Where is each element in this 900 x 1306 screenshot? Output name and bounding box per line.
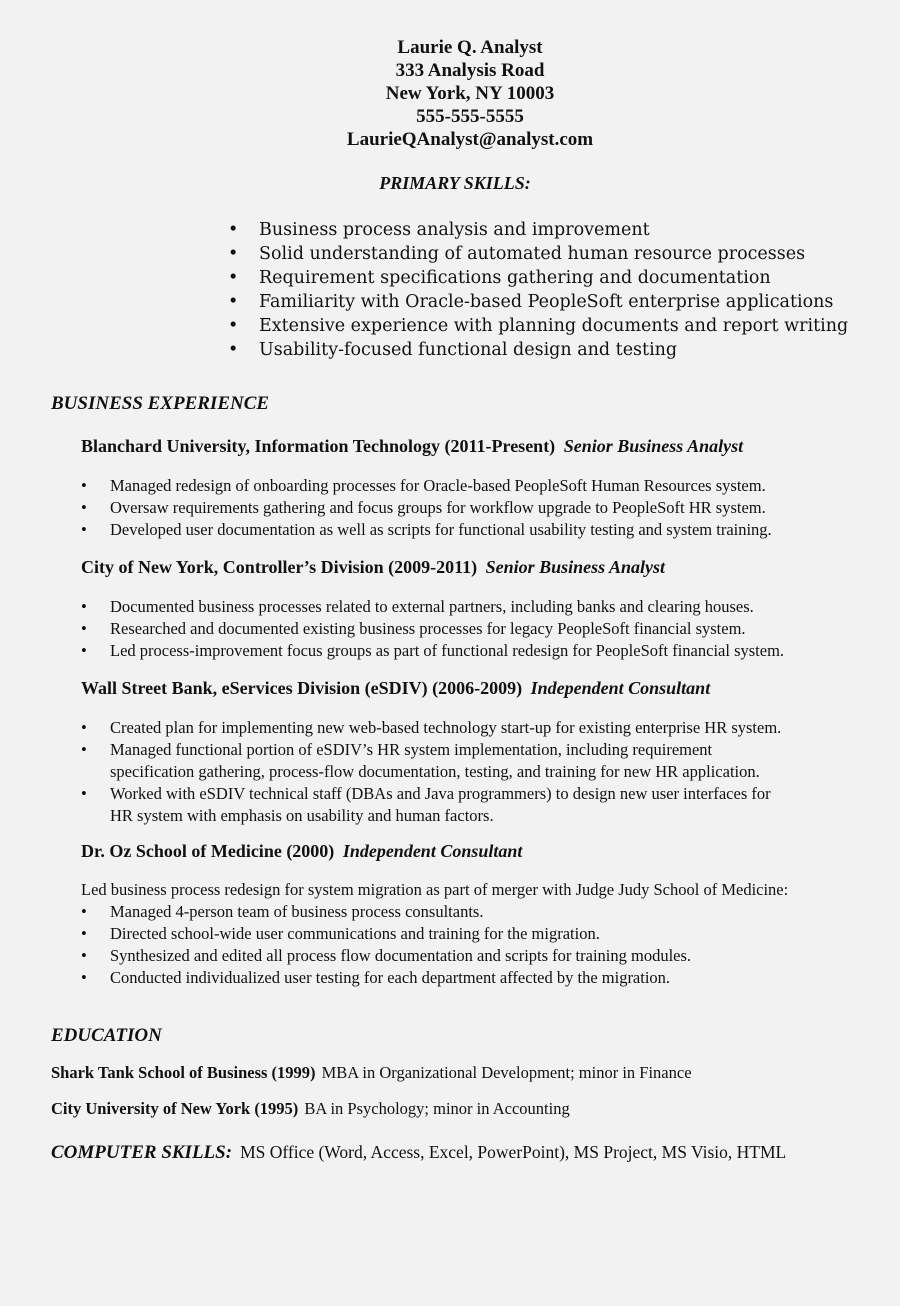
- name: Laurie Q. Analyst: [397, 37, 543, 58]
- list-item: • Created plan for implementing new web-based technology start-up for existing enterprise HR system.: [81, 717, 781, 739]
- list-item: • Business process analysis and improvement: [228, 218, 848, 242]
- list-item: • Managed redesign of onboarding processes for Oracle-based PeopleSoft Human Resources system.: [81, 475, 772, 497]
- list-item-continuation: HR system with emphasis on usability and human factors.: [110, 806, 494, 825]
- list-item: • Familiarity with Oracle-based PeopleSoft enterprise applications: [228, 290, 848, 314]
- job-role: Independent Consultant: [342, 841, 523, 861]
- degree: BA in Psychology; minor in Accounting: [304, 1099, 570, 1118]
- business-experience-heading: BUSINESS EXPERIENCE: [51, 393, 270, 414]
- job-intro: Led business process redesign for system migration as part of merger with Judge Judy School of Medicine:: [81, 880, 789, 899]
- primary-skills-list: [228, 218, 848, 362]
- degree: MBA in Organizational Development; minor in Finance: [321, 1063, 692, 1082]
- list-item: • Extensive experience with planning documents and report writing: [228, 314, 848, 338]
- school-name: City University of New York (1995): [51, 1099, 299, 1118]
- street-address: 333 Analysis Road: [395, 60, 545, 81]
- list-item: • Researched and documented existing business processes for legacy PeopleSoft financial system.: [81, 618, 784, 640]
- school-name: Shark Tank School of Business (1999): [51, 1063, 316, 1082]
- job-heading: [81, 557, 665, 578]
- job-role: Senior Business Analyst: [563, 436, 744, 456]
- list-item: • Worked with eSDIV technical staff (DBAs and Java programmers) to design new user interfaces for: [81, 783, 781, 805]
- job-organization: Blanchard University, Information Technology (2011-Present): [81, 436, 556, 456]
- list-item: • Synthesized and edited all process flow documentation and scripts for training modules.: [81, 945, 691, 967]
- list-item: • Usability-focused functional design and testing: [228, 338, 848, 362]
- job-bullets: [81, 596, 784, 662]
- email: LaurieQAnalyst@analyst.com: [346, 129, 594, 150]
- list-item: • Managed functional portion of eSDIV’s HR system implementation, including requirement: [81, 739, 781, 761]
- list-item: • Developed user documentation as well as scripts for functional usability testing and system training.: [81, 519, 772, 541]
- computer-skills-value: MS Office (Word, Access, Excel, PowerPoint), MS Project, MS Visio, HTML: [240, 1142, 787, 1162]
- education-heading: EDUCATION: [51, 1025, 162, 1046]
- education-entry: [51, 1063, 692, 1083]
- job-bullets: [81, 901, 691, 989]
- list-item: • Documented business processes related to external partners, including banks and clearing houses.: [81, 596, 784, 618]
- list-item: • Solid understanding of automated human resource processes: [228, 242, 848, 266]
- job-heading: [81, 841, 522, 862]
- job-bullets: [81, 717, 781, 827]
- job-organization: Dr. Oz School of Medicine (2000): [81, 841, 335, 861]
- computer-skills: [51, 1142, 786, 1164]
- computer-skills-label: COMPUTER SKILLS:: [51, 1142, 233, 1163]
- education-entry: [51, 1099, 570, 1119]
- list-item: • Oversaw requirements gathering and focus groups for workflow upgrade to PeopleSoft HR system.: [81, 497, 772, 519]
- job-heading: [81, 678, 710, 699]
- job-role: Independent Consultant: [530, 678, 711, 698]
- list-item: • Managed 4-person team of business process consultants.: [81, 901, 691, 923]
- job-heading: [81, 436, 743, 457]
- list-item: • Conducted individualized user testing for each department affected by the migration.: [81, 967, 691, 989]
- job-role: Senior Business Analyst: [485, 557, 666, 577]
- job-organization: City of New York, Controller’s Division (2009-2011): [81, 557, 478, 577]
- city-state-zip: New York, NY 10003: [385, 83, 555, 104]
- phone: 555-555-5555: [416, 106, 524, 127]
- job-bullets: [81, 475, 772, 541]
- contact-block: [0, 36, 900, 151]
- job-organization: Wall Street Bank, eServices Division (eSDIV) (2006-2009): [81, 678, 523, 698]
- list-item: • Led process-improvement focus groups as part of functional redesign for PeopleSoft financial system.: [81, 640, 784, 662]
- list-item: • Directed school-wide user communications and training for the migration.: [81, 923, 691, 945]
- list-item-continuation: specification gathering, process-flow documentation, testing, and training for new HR application.: [110, 762, 760, 781]
- primary-skills-heading: PRIMARY SKILLS:: [379, 173, 531, 193]
- list-item: • Requirement specifications gathering and documentation: [228, 266, 848, 290]
